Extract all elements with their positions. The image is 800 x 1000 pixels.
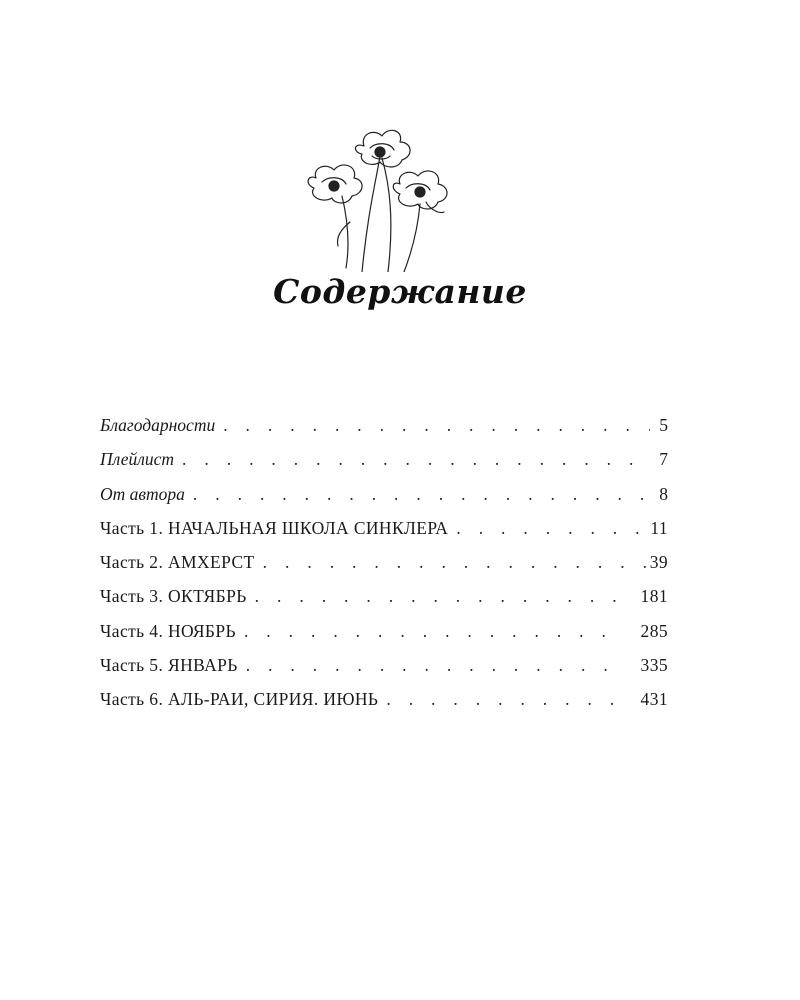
toc-entry-label: От автора	[100, 483, 185, 504]
toc-entry-page: 285	[640, 620, 668, 641]
toc-entry-label: Часть 5. ЯНВАРЬ	[100, 655, 238, 676]
dot-leader	[378, 682, 624, 716]
dot-leader	[238, 648, 624, 682]
toc-entry[interactable]	[100, 545, 668, 579]
toc-entry-page: 8	[659, 483, 668, 504]
toc-entry-page: 7	[659, 449, 668, 470]
toc-entry-page: 5	[659, 415, 668, 435]
toc-entry[interactable]	[100, 682, 668, 716]
toc-entry-page: 39	[649, 552, 668, 573]
table-of-contents	[100, 408, 668, 717]
dot-leader	[448, 511, 646, 545]
toc-entry-label: Часть 1. НАЧАЛЬНАЯ ШКОЛА СИНКЛЕРА	[100, 517, 449, 538]
toc-entry[interactable]	[100, 477, 668, 511]
dot-leader	[185, 477, 650, 511]
toc-entry-label: Плейлист	[100, 449, 175, 470]
dot-leader	[215, 408, 650, 442]
toc-entry[interactable]	[100, 511, 668, 545]
toc-entry-label: Часть 3. ОКТЯБРЬ	[100, 586, 247, 607]
toc-entry-page: 11	[650, 517, 668, 538]
toc-entry[interactable]	[100, 408, 668, 442]
page-title: Содержание	[273, 272, 527, 311]
dot-leader	[247, 579, 624, 613]
toc-entry-label: Часть 6. АЛЬ-РАИ, СИРИЯ. ИЮНЬ	[100, 689, 379, 710]
toc-entry-label: Часть 2. АМХЕРСТ	[100, 552, 255, 573]
toc-entry-page: 431	[640, 689, 668, 710]
toc-entry-page: 181	[640, 586, 668, 607]
dot-leader	[174, 442, 650, 476]
dot-leader	[255, 545, 646, 579]
poppy-flowers-icon	[300, 126, 464, 272]
toc-entry-label: Благодарности	[100, 415, 216, 435]
toc-entry[interactable]	[100, 442, 668, 476]
toc-entry-label: Часть 4. НОЯБРЬ	[100, 620, 236, 641]
toc-entry[interactable]	[100, 579, 668, 613]
toc-entry-page: 335	[640, 655, 668, 676]
toc-entry[interactable]	[100, 648, 668, 682]
dot-leader	[236, 614, 624, 648]
toc-entry[interactable]	[100, 614, 668, 648]
